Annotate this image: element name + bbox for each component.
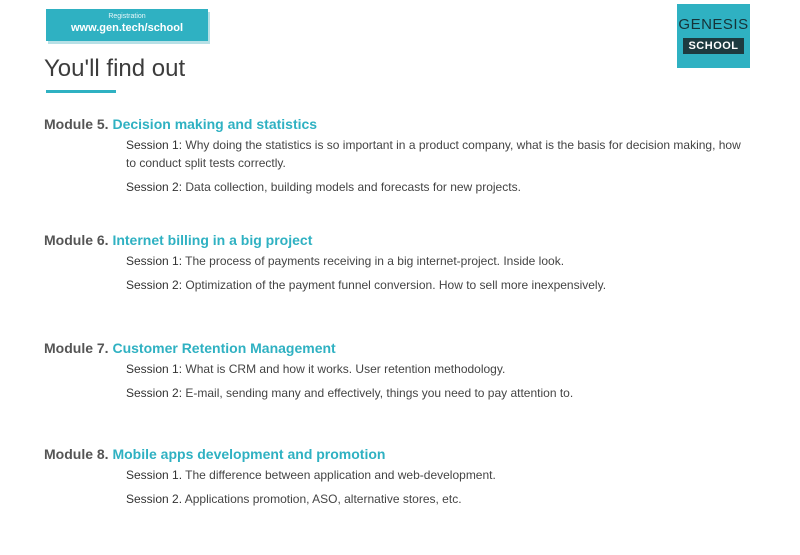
- session-item: [126, 178, 744, 196]
- session-label: Session 1.: [126, 468, 183, 482]
- module-heading: [44, 231, 744, 249]
- session-label: Session 2:: [126, 180, 183, 194]
- session-item: [126, 466, 744, 484]
- module-label: Module 7.: [44, 340, 109, 356]
- session-list: [126, 252, 744, 294]
- session-item: [126, 490, 744, 508]
- module-label: Module 5.: [44, 116, 109, 132]
- logo-text-genesis: GENESIS: [678, 16, 749, 33]
- genesis-school-logo: [677, 4, 750, 68]
- session-label: Session 1:: [126, 254, 183, 268]
- registration-label: Registration: [108, 13, 146, 20]
- session-item: [126, 276, 744, 294]
- module-5: [44, 115, 744, 202]
- module-title: Customer Retention Management: [112, 340, 336, 356]
- session-label: Session 1:: [126, 138, 183, 152]
- module-heading: [44, 339, 744, 357]
- session-text: Applications promotion, ASO, alternative stores, etc.: [184, 492, 462, 506]
- session-item: [126, 384, 744, 402]
- module-heading: [44, 445, 744, 463]
- session-item: [126, 252, 744, 270]
- session-text: Data collection, building models and forecasts for new projects.: [185, 180, 521, 194]
- module-title: Internet billing in a big project: [112, 232, 313, 248]
- module-title: Decision making and statistics: [112, 116, 318, 132]
- session-list: [126, 466, 744, 508]
- module-label: Module 6.: [44, 232, 109, 248]
- session-text: Optimization of the payment funnel conversion. How to sell more inexpensively.: [185, 278, 607, 292]
- module-8: [44, 445, 744, 514]
- module-heading: [44, 115, 744, 133]
- session-list: [126, 136, 744, 196]
- session-label: Session 2.: [126, 492, 183, 506]
- session-text: The process of payments receiving in a big internet-project. Inside look.: [185, 254, 565, 268]
- title-underline: [46, 90, 116, 93]
- page-title: You'll find out: [44, 55, 186, 82]
- session-label: Session 2:: [126, 278, 183, 292]
- module-6: [44, 231, 744, 300]
- session-item: [126, 360, 744, 378]
- session-text: What is CRM and how it works. User retention methodology.: [185, 362, 506, 376]
- session-label: Session 2:: [126, 386, 183, 400]
- registration-url-link[interactable]: www.gen.tech/school: [70, 22, 184, 34]
- registration-badge[interactable]: [46, 9, 208, 41]
- session-label: Session 1:: [126, 362, 183, 376]
- session-list: [126, 360, 744, 402]
- session-text: The difference between application and web-development.: [185, 468, 496, 482]
- module-label: Module 8.: [44, 446, 109, 462]
- session-text: E-mail, sending many and effectively, things you need to pay attention to.: [185, 386, 574, 400]
- logo-text-school: SCHOOL: [683, 38, 743, 54]
- module-title: Mobile apps development and promotion: [112, 446, 386, 462]
- module-7: [44, 339, 744, 408]
- session-text: Why doing the statistics is so important in a product company, what is the basis for decision making, how to conduct split tests correctly.: [126, 138, 741, 170]
- session-item: [126, 136, 744, 172]
